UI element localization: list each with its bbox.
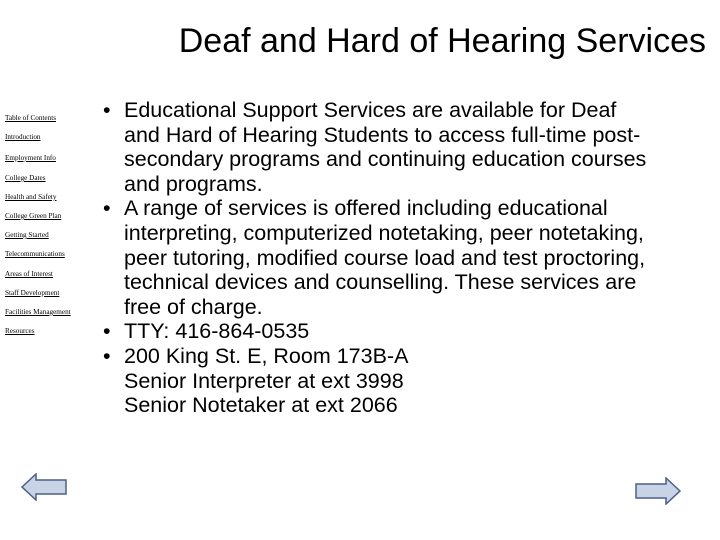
content-area (100, 98, 712, 418)
text-line: 200 King St. E, Room 173B-A (124, 343, 409, 368)
text-line: and Hard of Hearing Students to access full-time post- (124, 122, 641, 147)
text-line: free of charge. (124, 294, 263, 319)
nav-link-staff-development[interactable]: Staff Development (5, 289, 60, 297)
bullet-icon: • (103, 343, 111, 368)
nav-link-areas-of-interest[interactable]: Areas of Interest (5, 270, 53, 278)
text-line: technical devices and counselling. These services are (124, 270, 637, 295)
text-line: Senior Interpreter at ext 3998 (124, 368, 404, 393)
page-title: Deaf and Hard of Hearing Services (178, 22, 706, 60)
left-arrow-icon (21, 473, 67, 501)
nav-link-table-of-contents[interactable]: Table of Contents (5, 114, 56, 122)
text-line: TTY: 416-864-0535 (124, 319, 310, 344)
nav-link-resources[interactable]: Resources (5, 327, 35, 335)
text-line: secondary programs and continuing education courses (124, 147, 647, 172)
text-line: Educational Support Services are available for Deaf (124, 98, 617, 122)
nav-link-telecommunications[interactable]: Telecommunications (5, 250, 65, 258)
bullet-icon: • (103, 98, 111, 122)
nav-link-health-and-safety[interactable]: Health and Safety (5, 193, 57, 201)
forward-button[interactable] (635, 477, 681, 505)
list-item (100, 196, 712, 319)
back-button[interactable] (21, 473, 67, 501)
nav-link-facilities-management[interactable]: Facilities Management (5, 308, 71, 316)
bullet-icon: • (103, 319, 111, 344)
text-line: Senior Notetaker at ext 2066 (124, 393, 398, 418)
right-arrow-icon (635, 477, 681, 505)
list-item (100, 98, 712, 196)
text-line: A range of services is offered including educational (124, 196, 608, 221)
list-item (100, 344, 712, 418)
bullet-list (100, 98, 712, 418)
nav-link-college-dates[interactable]: College Dates (5, 174, 46, 182)
nav-link-getting-started[interactable]: Getting Started (5, 231, 49, 239)
list-item (100, 319, 712, 344)
nav-link-college-green-plan[interactable]: College Green Plan (5, 212, 62, 220)
bullet-icon: • (103, 196, 111, 221)
text-line: and programs. (124, 171, 263, 196)
text-line: interpreting, computerized notetaking, peer notetaking, (124, 220, 644, 245)
nav-link-employment-info[interactable]: Employment Info (5, 154, 56, 162)
nav-link-introduction[interactable]: Introduction (5, 133, 41, 141)
text-line: peer tutoring, modified course load and test proctoring, (124, 245, 646, 270)
